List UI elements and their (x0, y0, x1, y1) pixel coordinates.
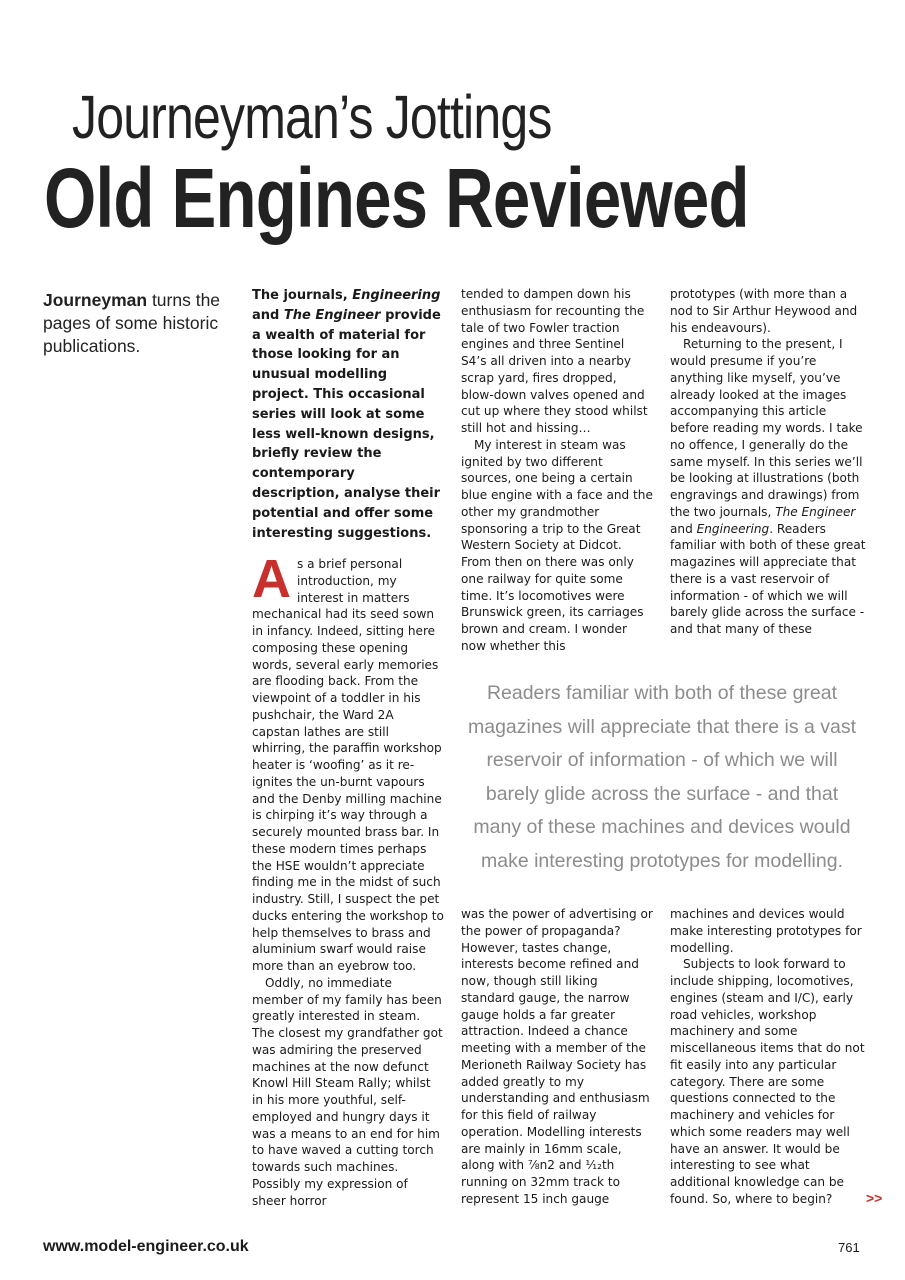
body-paragraph: prototypes (with more than a nod to Sir Arthur Heywood and his endeavours). (670, 287, 858, 335)
body-column-2 (461, 286, 653, 655)
continue-arrow-icon: >> (866, 1190, 883, 1206)
intro-lead: The journals, (252, 288, 348, 303)
body-column-3-continued (670, 906, 866, 1208)
paragraph-text: and (670, 521, 693, 536)
footer-url[interactable]: www.model-engineer.co.uk (43, 1238, 249, 1255)
author-name: Journeyman (43, 290, 148, 310)
body-paragraph (670, 336, 866, 638)
body-paragraph: Oddly, no immediate member of my family has been greatly interested in steam. The closest my grandfather got was admiring the preserved machines at the now defunct Knowl Hill Steam Rally; whilst in his more youthful, self-employed and hungry days it was a means to an end for him to have waved a cutting torch towards such machines. Possibly my expression of sheer horror (252, 975, 443, 1208)
intro-rest: provide a wealth of material for those looking for an unusual modelling project. This occasional series will look at some less well-known designs, briefly review the contemporary description, analyse their potential and offer some interesting suggestions. (252, 307, 441, 541)
pull-quote: Readers familiar with both of these great magazines will appreciate that there is a vast reservoir of information - of which we will barely glide across the surface - and that many of these machines and devices would make interesting prototypes for modelling. (467, 682, 857, 872)
drop-cap: A (252, 549, 291, 609)
journal-engineering: Engineering (352, 288, 441, 303)
article-title: Old Engines Reviewed (44, 151, 749, 245)
journal-the-engineer: The Engineer (283, 307, 381, 323)
body-paragraph: machines and devices would make interesting prototypes for modelling. (670, 907, 862, 955)
standfirst (43, 289, 233, 358)
standfirst-text: turns the pages of some historic publications. (43, 290, 221, 356)
paragraph-text: s a brief personal introduction, my interest in matters mechanical had its seed sown in infancy. Indeed, sitting here composing these opening words, several early memories are flooding back. From the viewpoint of a toddler in his pushchair, the Ward 2A capstan lathes are still whirring, the paraffin workshop heater is ‘woofing’ as it re-ignites the un-burnt vapours and the Denby milling machine is chirping it’s way through a securely mounted brass bar. In these modern times perhaps the HSE wouldn’t appreciate finding me in the midst of such industry. Still, I suspect the pet ducks entering the workshop to help themselves to brass and aluminium swarf would raise more than an eyebrow too. (252, 557, 444, 973)
journal-engineering: Engineering (696, 521, 770, 536)
intro-and: and (252, 307, 280, 323)
intro-paragraph (252, 286, 442, 543)
paragraph-text: Returning to the present, I would presume if you’re anything like myself, you’ve already looked at the images accompanying this article before reading my words. I take no offence, I generally do the same myself. In this series we’ll be looking at illustrations (both engravings and drawings) from the two journals, (670, 337, 863, 519)
body-column-3 (670, 286, 866, 638)
body-paragraph (252, 549, 445, 975)
paragraph-text: . Readers familiar with both of these great magazines will appreciate that there is a vast reservoir of information - of which we will barely glide across the surface - and that many of these (670, 521, 866, 636)
body-paragraph: was the power of advertising or the power of propaganda? However, tastes change, interests become refined and now, though still liking standard gauge, the narrow gauge holds a far greater attraction. Indeed a chance meeting with a member of the Merioneth Railway Society has added greatly to my understanding and enthusiasm for this field of railway operation. Modelling interests are mainly in 16mm scale, along with ⅞n2 and ¹⁄₁₂th running on 32mm track to represent 15 inch gauge (461, 907, 653, 1206)
page-number: 761 (838, 1240, 860, 1255)
body-paragraph: My interest in steam was ignited by two different sources, one being a certain blue engine with a face and the other my grandmother sponsoring a trip to the Great Western Society at Didcot. From then on there was only one railway for quite some time. It’s locomotives were Brunswick green, its carriages brown and cream. I wonder now whether this (461, 437, 653, 653)
journal-the-engineer: The Engineer (775, 504, 856, 519)
body-paragraph: tended to dampen down his enthusiasm for recounting the tale of two Fowler traction engines and three Sentinel S4’s all driven into a nearby scrap yard, fires dropped, blow-down valves opened and cut up where they stood whilst still hot and hissing… (461, 287, 648, 435)
series-kicker: Journeyman’s Jottings (72, 83, 552, 151)
body-paragraph: Subjects to look forward to include shipping, locomotives, engines (steam and I/C), early road vehicles, workshop machinery and some miscellaneous items that do not fit easily into any particular category. There are some questions connected to the machinery and vehicles for which some readers may well have an answer. It would be interesting to see what additional knowledge can be found. So, where to begin? (670, 957, 865, 1206)
body-column-1 (252, 549, 445, 1209)
body-column-2-continued (461, 906, 653, 1208)
